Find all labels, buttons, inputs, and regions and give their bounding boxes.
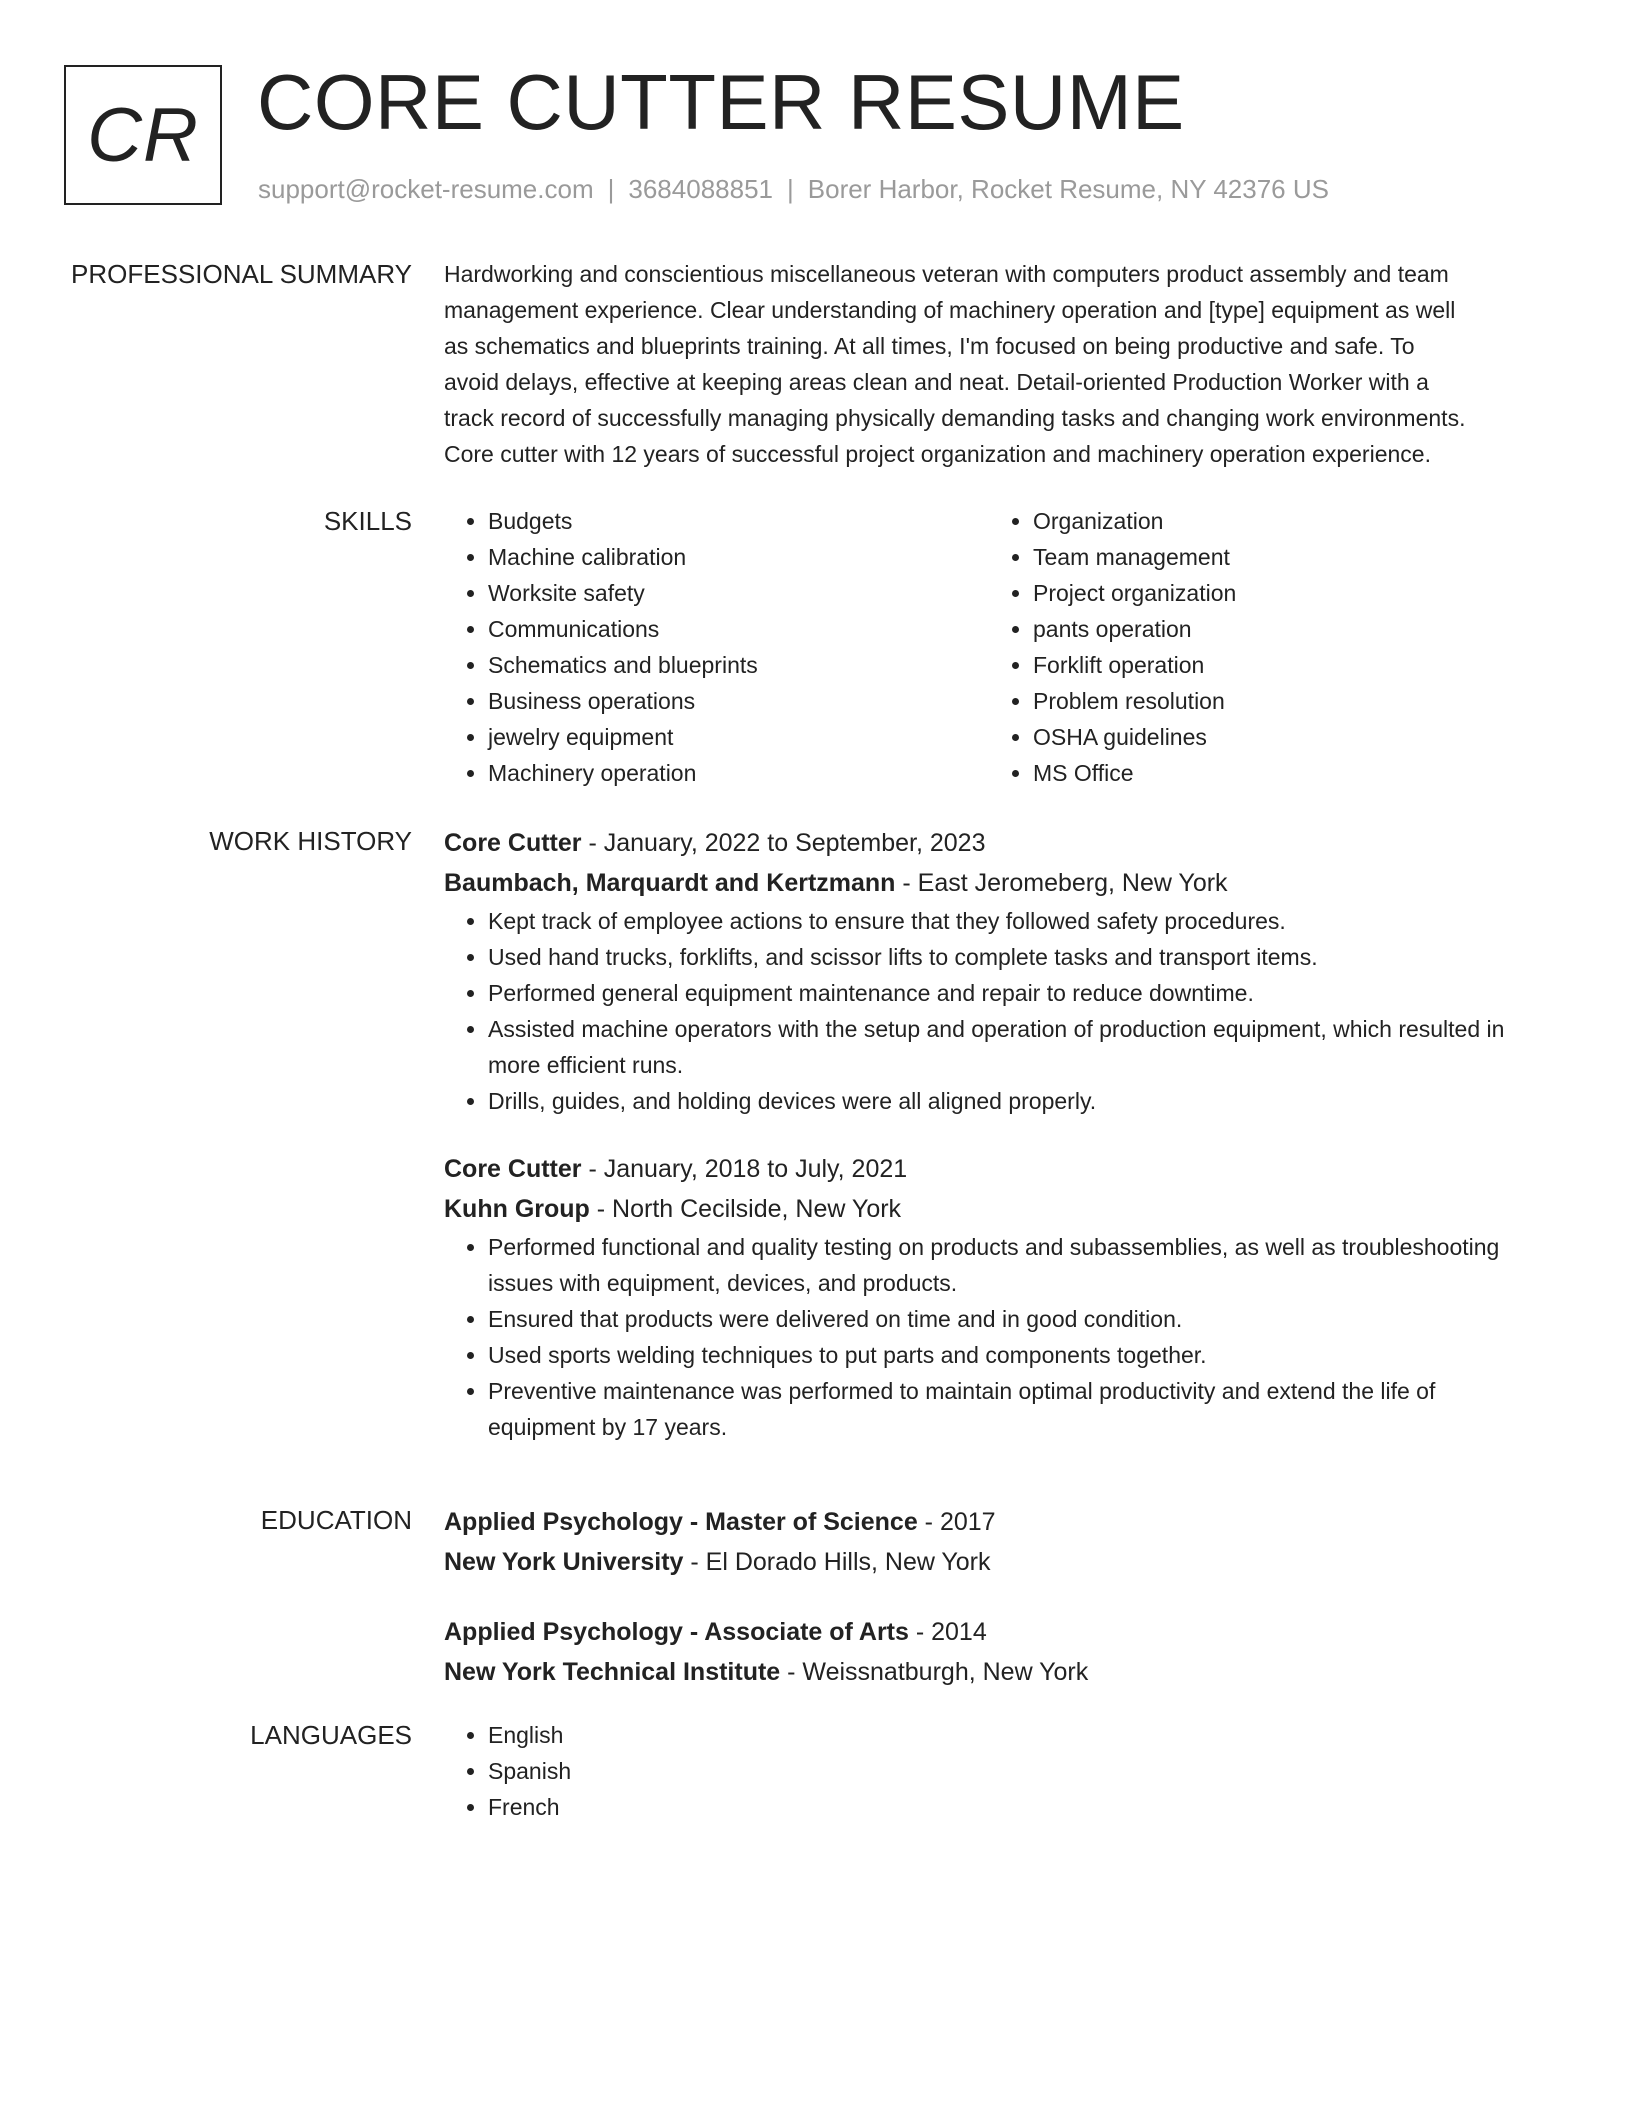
skill-item: • MS Office — [1033, 755, 1534, 791]
education-location: - Weissnatburgh, New York — [780, 1658, 1089, 1686]
language-item: • Spanish — [488, 1753, 1548, 1789]
education-year: - 2014 — [908, 1618, 987, 1646]
education-list — [444, 1502, 1548, 1692]
job-entry — [444, 1149, 1548, 1445]
skill-item: • Budgets — [488, 503, 989, 539]
skills-grid — [444, 503, 1548, 791]
skill-item: • Team management — [1033, 539, 1534, 575]
skill-item: • Project organization — [1033, 575, 1534, 611]
job-duty: • Ensured that products were delivered on time and in good condition. — [488, 1301, 1548, 1337]
skills-list — [444, 503, 1548, 791]
job-title-line — [444, 1149, 1548, 1189]
skill-item: • Organization — [1033, 503, 1534, 539]
job-dates: - January, 2022 to September, 2023 — [581, 829, 986, 857]
job-location: - North Cecilside, New York — [589, 1195, 902, 1223]
education-school-line — [444, 1652, 1548, 1692]
job-duty: • Kept track of employee actions to ensure that they followed safety procedures. — [488, 903, 1548, 939]
job-dates: - January, 2018 to July, 2021 — [581, 1155, 908, 1183]
resume-title: CORE CUTTER RESUME — [257, 58, 1185, 146]
contact-line — [258, 172, 1329, 206]
summary-heading: PROFESSIONAL SUMMARY — [71, 259, 412, 289]
education-school: New York University — [444, 1548, 684, 1576]
contact-email: support@rocket-resume.com — [258, 174, 594, 204]
work-history-list — [444, 823, 1548, 1445]
language-item: • English — [488, 1717, 1548, 1753]
job-company-line — [444, 863, 1548, 903]
skill-item: • jewelry equipment — [488, 719, 989, 755]
work-history-heading: WORK HISTORY — [209, 826, 412, 856]
education-heading: EDUCATION — [260, 1505, 412, 1535]
skill-item: • Forklift operation — [1033, 647, 1534, 683]
job-duty: • Used hand trucks, forklifts, and scissor lifts to complete tasks and transport items. — [488, 939, 1548, 975]
skill-item: • pants operation — [1033, 611, 1534, 647]
summary-line: Hardworking and conscientious miscellaneous veteran with computers product assembly and team — [444, 261, 1449, 287]
skills-column-left — [444, 503, 989, 791]
job-duty: • Assisted machine operators with the setup and operation of production equipment, which resulted in more efficient runs. — [488, 1011, 1548, 1083]
summary-line: management experience. Clear understanding of machinery operation and [type] equipment as well — [444, 297, 1456, 323]
job-duty: • Performed general equipment maintenance and repair to reduce downtime. — [488, 975, 1548, 1011]
skill-item: • Schematics and blueprints — [488, 647, 989, 683]
skills-heading: SKILLS — [323, 506, 412, 536]
job-duty: • Drills, guides, and holding devices were all aligned properly. — [488, 1083, 1548, 1119]
job-duty: • Preventive maintenance was performed to maintain optimal productivity and extend the life of equipment by 17 years. — [488, 1373, 1548, 1445]
job-duties — [444, 903, 1548, 1119]
job-location: - East Jeromeberg, New York — [895, 869, 1228, 897]
job-role: Core Cutter — [444, 1155, 582, 1183]
skill-item: • OSHA guidelines — [1033, 719, 1534, 755]
summary-line: Core cutter with 12 years of successful project organization and machinery operation experience. — [444, 441, 1431, 467]
skill-item: • Business operations — [488, 683, 989, 719]
education-degree: Applied Psychology - Associate of Arts — [444, 1618, 909, 1646]
skill-item: • Worksite safety — [488, 575, 989, 611]
skill-item: • Machinery operation — [488, 755, 989, 791]
contact-separator: | — [607, 174, 615, 204]
skills-column-right — [989, 503, 1534, 791]
education-school-line — [444, 1542, 1548, 1582]
language-item: • French — [488, 1789, 1548, 1825]
languages-heading: LANGUAGES — [250, 1720, 412, 1750]
job-company: Kuhn Group — [444, 1195, 590, 1223]
job-duties — [444, 1229, 1548, 1445]
education-degree-line — [444, 1502, 1548, 1542]
job-role: Core Cutter — [444, 829, 582, 857]
job-entry — [444, 823, 1548, 1119]
languages-list — [444, 1717, 1548, 1825]
contact-address: Borer Harbor, Rocket Resume, NY 42376 US — [807, 174, 1329, 204]
job-title-line — [444, 823, 1548, 863]
contact-separator: | — [787, 174, 794, 204]
skill-item: • Communications — [488, 611, 989, 647]
education-degree-line — [444, 1612, 1548, 1652]
job-duty: • Performed functional and quality testing on products and subassemblies, as well as troubleshooting issues with equipment, devices, and products. — [488, 1229, 1548, 1301]
job-duty: • Used sports welding techniques to put parts and components together. — [488, 1337, 1548, 1373]
education-location: - El Dorado Hills, New York — [683, 1548, 991, 1576]
skill-item: • Problem resolution — [1033, 683, 1534, 719]
education-school: New York Technical Institute — [444, 1658, 781, 1686]
education-degree: Applied Psychology - Master of Science — [444, 1508, 918, 1536]
monogram-logo: CR — [64, 65, 222, 205]
contact-phone: 3684088851 — [628, 174, 773, 204]
education-year: - 2017 — [917, 1508, 996, 1536]
education-entry — [444, 1612, 1548, 1692]
summary-line: avoid delays, effective at keeping areas clean and neat. Detail-oriented Production Worker with a — [444, 369, 1429, 395]
job-company-line — [444, 1189, 1548, 1229]
summary-text — [444, 256, 1548, 472]
skill-item: • Machine calibration — [488, 539, 989, 575]
education-entry — [444, 1502, 1548, 1582]
summary-line: as schematics and blueprints training. At all times, I'm focused on being productive and safe. To — [444, 333, 1415, 359]
job-company: Baumbach, Marquardt and Kertzmann — [444, 869, 896, 897]
summary-line: track record of successfully managing physically demanding tasks and changing work environments. — [444, 405, 1466, 431]
